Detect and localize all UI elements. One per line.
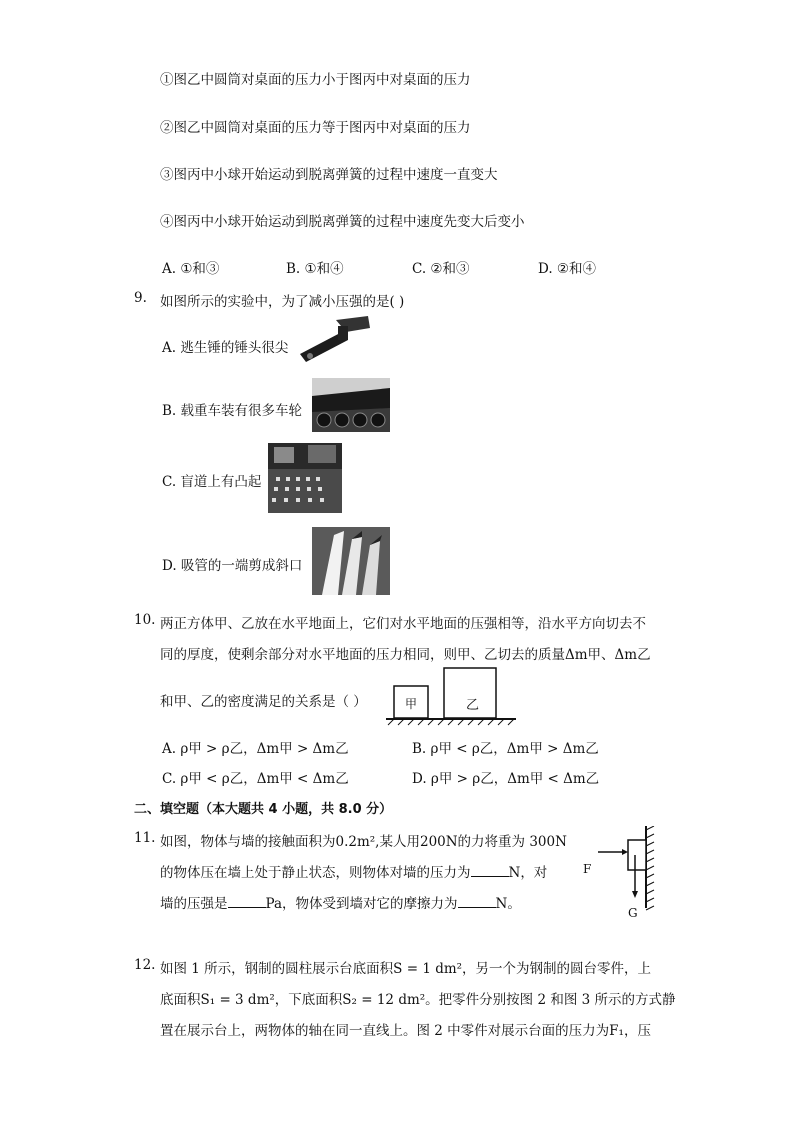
- section-2-title: 二、填空题（本大题共 4 小题，共 8.0 分）: [134, 802, 393, 817]
- q8-option-d[interactable]: D. ②和④: [538, 261, 597, 277]
- q11-line-3: [160, 892, 521, 912]
- q8-statement-3: ③图丙中小球开始运动到脱离弹簧的过程中速度一直变大: [160, 167, 498, 183]
- q11-number: 11.: [134, 830, 156, 846]
- q12-number: 12.: [134, 957, 156, 973]
- q12-line-3: 置在展示台上，两物体的轴在同一直线上。图 2 中零件对展示台面的压力为F₁，压: [160, 1023, 651, 1039]
- cube-jia-label: 甲: [405, 697, 418, 711]
- q8-option-b[interactable]: B. ①和④: [286, 261, 344, 277]
- q9-option-d[interactable]: D. 吸管的一端剪成斜口: [162, 558, 303, 574]
- q11-line-3a: 墙的压强是: [160, 896, 228, 912]
- q9-option-a[interactable]: A. 逃生锤的锤头很尖: [162, 340, 289, 356]
- q11-line-1: 如图，物体与墙的接触面积为0.2m²,某人用200N的力将重为 300N: [160, 834, 567, 850]
- q10-option-b[interactable]: B. ρ甲 < ρ乙，Δm甲 > Δm乙: [412, 741, 599, 757]
- q10-number: 10.: [134, 612, 156, 628]
- q9-stem: 如图所示的实验中，为了减小压强的是( ): [160, 294, 405, 310]
- straw-photo: [312, 527, 390, 595]
- escape-hammer-photo: [296, 314, 374, 366]
- q10-option-c[interactable]: C. ρ甲 < ρ乙，Δm甲 < Δm乙: [162, 771, 349, 787]
- q9-number: 9.: [134, 290, 147, 306]
- q12-line-2: 底面积S₁ = 3 dm²，下底面积S₂ = 12 dm²。把零件分别按图 2 和图 3 所示的方式静: [160, 992, 676, 1008]
- q11-blank-3[interactable]: [458, 895, 496, 908]
- q10-line-1: 两正方体甲、乙放在水平地面上，它们对水平地面的压强相等，沿水平方向切去不: [160, 616, 646, 632]
- q10-option-d[interactable]: D. ρ甲 > ρ乙，Δm甲 < Δm乙: [412, 771, 600, 787]
- q11-line-2: [160, 861, 547, 881]
- q10-line-3: 和甲、乙的密度满足的关系是（ ）: [160, 694, 367, 710]
- q11-line-3b: Pa，物体受到墙对它的摩擦力为: [265, 896, 458, 912]
- heavy-truck-photo: [312, 378, 390, 432]
- q12-line-1: 如图 1 所示，钢制的圆柱展示台底面积S = 1 dm²，另一个为钢制的圆台零件，上: [160, 961, 652, 977]
- gravity-g-label: G: [628, 906, 638, 920]
- q11-line-2b: N，对: [508, 865, 548, 881]
- q11-blank-1[interactable]: [471, 864, 509, 877]
- tactile-paving-photo: [268, 443, 342, 513]
- q8-option-a[interactable]: A. ①和③: [162, 261, 220, 277]
- q11-blank-2[interactable]: [228, 895, 266, 908]
- q11-line-2a: 的物体压在墙上处于静止状态，则物体对墙的压力为: [160, 865, 471, 881]
- q11-line-3c: N。: [495, 896, 521, 912]
- q8-statement-2: ②图乙中圆筒对桌面的压力等于图丙中对桌面的压力: [160, 120, 471, 136]
- q10-option-a[interactable]: A. ρ甲 > ρ乙，Δm甲 > Δm乙: [162, 741, 349, 757]
- q8-option-c[interactable]: C. ②和③: [412, 261, 470, 277]
- q9-option-c[interactable]: C. 盲道上有凸起: [162, 474, 262, 490]
- force-f-label: F: [583, 862, 592, 876]
- q10-line-2: 同的厚度，使剩余部分对水平地面的压力相同，则甲、乙切去的质量Δm甲、Δm乙: [160, 647, 651, 663]
- q8-statement-4: ④图丙中小球开始运动到脱离弹簧的过程中速度先变大后变小: [160, 214, 525, 230]
- q8-statement-1: ①图乙中圆筒对桌面的压力小于图丙中对桌面的压力: [160, 72, 471, 88]
- q9-option-b[interactable]: B. 载重车装有很多车轮: [162, 403, 303, 419]
- cube-yi-label: 乙: [466, 698, 480, 713]
